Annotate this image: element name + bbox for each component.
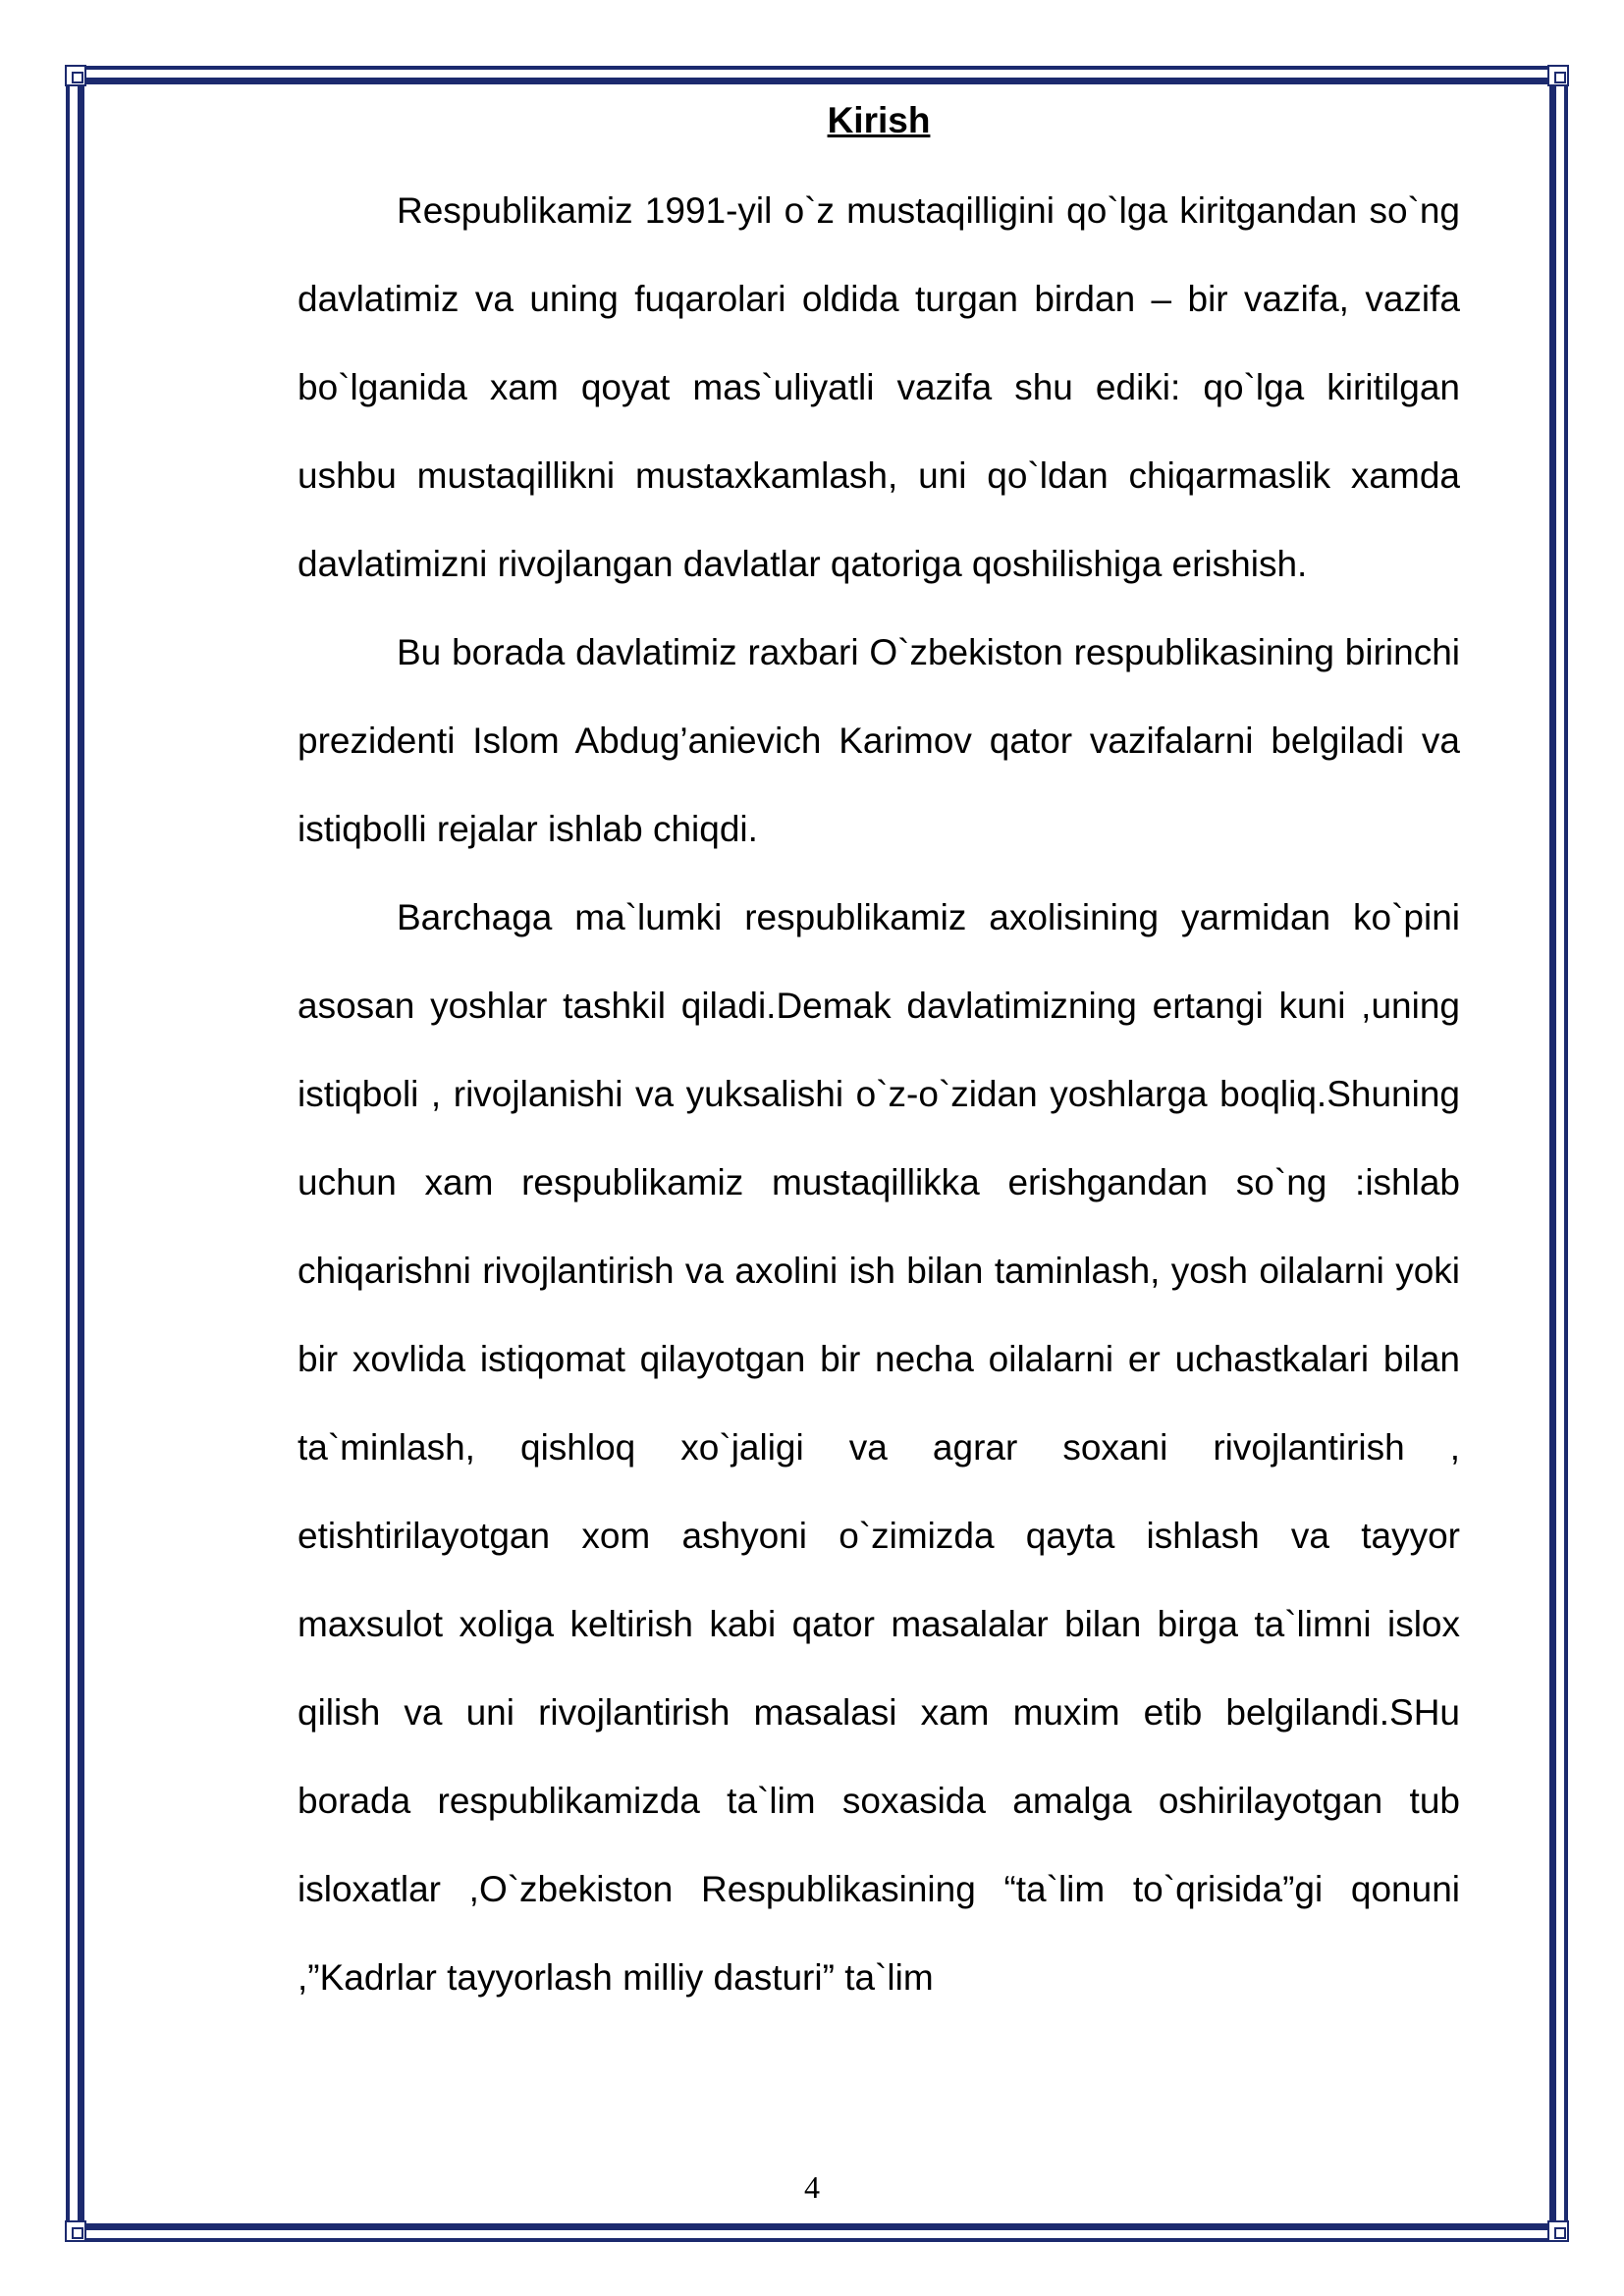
page-number: 4	[804, 2169, 820, 2205]
document-body	[298, 94, 1460, 2022]
corner-ornament-bottom-left	[65, 2220, 86, 2242]
corner-ornament-top-left	[65, 65, 86, 86]
paragraph-1: Respublikamiz 1991-yil o`z mustaqilligini qo`lga kiritgandan so`ng davlatimiz va uning fuqarolari oldida turgan birdan – bir vazifa, vazifa bo`lganida xam qoyat mas`uliyatli vazifa shu ediki: qo`lga kiritilgan ushbu mustaqillikni mustaxkamlash, uni qo`ldan chiqarmaslik xamda davlatimizni rivojlangan davlatlar qatoriga qoshilishiga erishish.	[298, 190, 1460, 584]
corner-ornament-bottom-right	[1547, 2220, 1569, 2242]
paragraph-3: Barchaga ma`lumki respublikamiz axolisining yarmidan ko`pini asosan yoshlar tashkil qiladi.Demak davlatimizning ertangi kuni ,uning istiqboli , rivojlanishi va yuksalishi o`z-o`zidan yoshlarga boqliq.Shuning uchun xam respublikamiz mustaqillikka erishgandan so`ng :ishlab chiqarishni rivojlantirish va axolini ish bilan taminlash, yosh oilalarni yoki bir xovlida istiqomat qilayotgan bir necha oilalarni er uchastkalari bilan ta`minlash, qishloq xo`jaligi va agrar soxani rivojlantirish , etishtirilayotgan xom ashyoni o`zimizda qayta ishlash va tayyor maxsulot xoliga keltirish kabi qator masalalar bilan birga ta`limni islox qilish va uni rivojlantirish masalasi xam muxim etib belgilandi.SHu borada respublikamizda ta`lim soxasida amalga oshirilayotgan tub isloxatlar ,O`zbekiston Respublikasining “ta`lim to`qrisida”gi qonuni ,”Kadrlar tayyorlash milliy dasturi” ta`lim	[298, 897, 1460, 1998]
page-title: Kirish	[827, 100, 931, 140]
paragraph-2: Bu borada davlatimiz raxbari O`zbekiston respublikasining birinchi prezidenti Islom Abdug’anievich Karimov qator vazifalarni belgiladi va istiqbolli rejalar ishlab chiqdi.	[298, 632, 1460, 849]
corner-ornament-top-right	[1547, 65, 1569, 86]
